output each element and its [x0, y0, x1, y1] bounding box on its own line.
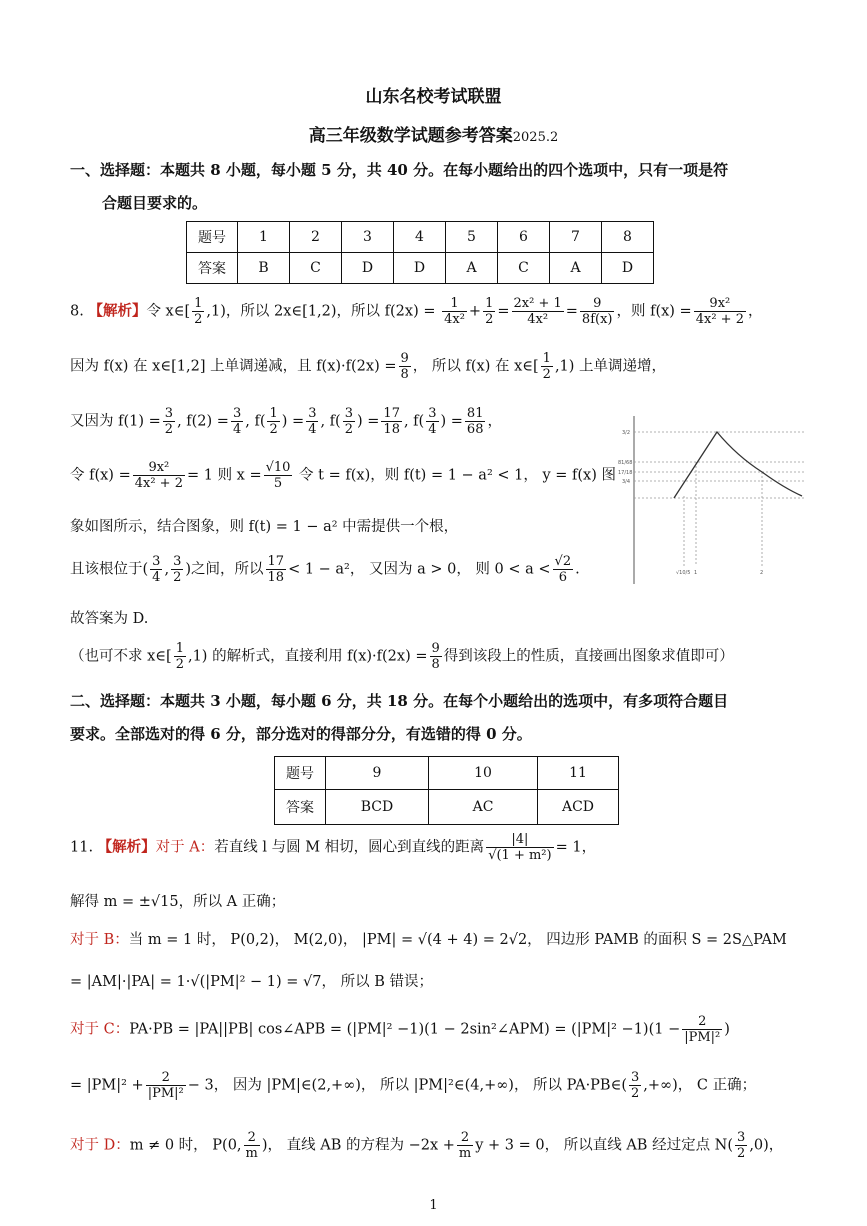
q8-text: ,1)，所以 2x∈[1,2)，所以 f(2x) =: [206, 303, 436, 320]
table-row: [275, 757, 619, 790]
table-cell: D: [602, 253, 654, 284]
numerator: 1: [542, 351, 551, 366]
denominator: |PM|²: [684, 1030, 721, 1045]
denominator: 2: [269, 422, 278, 437]
numerator: 3: [344, 406, 353, 421]
table-row: [275, 790, 619, 825]
table-cell: 1: [238, 222, 290, 253]
q8-text: 因为 f(x) 在 x∈[1,2] 上单调递减，且 f(x)·f(2x) =: [70, 358, 397, 375]
xtick-label: 2: [760, 570, 764, 576]
table-cell: ACD: [538, 790, 619, 825]
table-cell: 6: [498, 222, 550, 253]
q8-text: ，: [487, 413, 502, 430]
q11-text: )， 直线 AB 的方程为 −2x +: [261, 1137, 455, 1154]
fraction: [174, 641, 186, 672]
option-a-label: 对于 A：: [155, 839, 215, 856]
table-cell: 7: [550, 222, 602, 253]
q11-text: = |PM|² +: [70, 1077, 144, 1094]
numerator: √2: [554, 554, 572, 569]
fraction: [430, 641, 442, 672]
section2-heading-line1: 二、选择题：本题共 3 小题，每小题 6 分，共 18 分。在每个小题给出的选项中，有多项符合题目: [70, 692, 729, 710]
doc-title-text: 高三年级数学试题参考答案: [308, 126, 513, 146]
numerator: 1: [442, 296, 467, 312]
numerator: 17: [267, 554, 285, 569]
numerator: 9: [400, 351, 409, 366]
q8-text: , f(: [320, 413, 341, 430]
q8-text: ) =: [357, 413, 380, 430]
denominator: 18: [383, 422, 400, 437]
fraction: [735, 1130, 747, 1161]
denominator: 4x²: [444, 312, 465, 327]
table-cell: BCD: [326, 790, 429, 825]
fraction: [266, 554, 287, 585]
section1-heading-line1: 一、选择题：本题共 8 小题，每小题 5 分，共 40 分。在每小题给出的四个选项中，只有一项是符: [70, 161, 729, 179]
xtick-label: 1: [694, 570, 698, 576]
q11-line5: [70, 1014, 730, 1045]
org-title: 山东名校考试联盟: [365, 87, 502, 107]
fraction: [171, 554, 183, 585]
q8-line5: 象如图所示，结合图象，则 f(t) = 1 − a² 中需提供一个根，: [70, 519, 459, 535]
denominator: 2: [175, 657, 184, 672]
numerator: 2: [146, 1070, 186, 1086]
table-cell: D: [342, 253, 394, 284]
numerator: 17: [383, 406, 400, 421]
ytick-label: 17/18: [618, 470, 633, 476]
q8-text: , f(2) =: [177, 413, 229, 430]
fraction: [133, 460, 185, 491]
numerator: √10: [265, 460, 291, 475]
numerator: 9x²: [694, 296, 746, 312]
fraction: [629, 1070, 641, 1101]
fraction: [465, 406, 486, 437]
denominator: 18: [267, 570, 285, 585]
ytick-label: 3/2: [622, 430, 631, 436]
denominator: √(1 + m²): [488, 848, 552, 863]
denominator: 4x²: [527, 312, 549, 327]
q11-text: 当 m = 1 时， P(0,2)， M(2,0)， |PM| = √(4 + 4) = 2√2， 四边形 PAMB 的面积 S = 2S△PAM: [128, 932, 787, 948]
q11-text: PA·PB = |PA||PB| cos∠APB = (|PM|² −1)(1 − 2sin²∠APM) = (|PM|² −1)(1 −: [129, 1021, 681, 1038]
section1-heading-line2: 合题目要求的。: [102, 194, 208, 212]
q8-line1: 8. 【解析】令 x∈[ $\frac{1}{2}$ ,1)，所以 2x∈[1,2)，所以 f(2x) = $\frac{1}{\text{4x²}}$ + $\frac{1}{2}$ = $\frac{\text{2x² + 1}}{\text{4x²}}$ = $\frac{9}{8f(x)}$ ，则 f(x) = $\frac{\text{9x²}}{\text{4x² + 2}}$ ，: [70, 296, 763, 327]
q8-text: ) =: [440, 413, 463, 430]
table-cell: 8: [602, 222, 654, 253]
answer-table-2: [274, 756, 619, 825]
q8-line4: [70, 460, 616, 491]
q8-text: =: [497, 303, 510, 320]
q8-number: 8.: [70, 303, 84, 320]
numerator: 1: [269, 406, 278, 421]
option-c-label: 对于 C：: [70, 1021, 130, 1038]
numerator: 2x² + 1: [513, 296, 562, 311]
table-cell: 题号: [275, 757, 326, 790]
q11-text: 若直线 l 与圆 M 相切，圆心到直线的距离: [214, 839, 485, 856]
denominator: 2: [164, 422, 174, 437]
denominator: 4x² + 2: [134, 476, 183, 491]
fraction: [442, 296, 467, 327]
denominator: 2: [344, 422, 353, 437]
numerator: 3: [152, 554, 161, 569]
section1-heading: [70, 154, 790, 220]
denominator: 5: [273, 476, 283, 491]
fraction: [541, 351, 553, 382]
denominator: 68: [466, 422, 484, 437]
denominator: 2: [173, 570, 182, 585]
table-cell: AC: [429, 790, 538, 825]
numerator: 1: [194, 296, 203, 311]
q11-text: ): [724, 1021, 730, 1038]
table-cell: C: [290, 253, 342, 284]
numerator: 81: [466, 406, 484, 421]
q8-text: ，则 f(x) =: [616, 303, 692, 320]
numerator: 9x²: [133, 460, 185, 476]
fraction: [231, 406, 243, 437]
denominator: |PM|²: [147, 1086, 184, 1101]
denominator: m: [458, 1146, 472, 1161]
q8-text: 得到该段上的性质，直接画出图象求值即可）: [443, 648, 734, 665]
q8-text: = 1 则 x =: [186, 467, 262, 484]
numerator: |4|: [486, 832, 553, 848]
denominator: 2: [194, 312, 203, 327]
denominator: 8: [431, 657, 440, 672]
q11-number: 11.: [70, 839, 94, 856]
fraction: [150, 554, 162, 585]
numerator: 3: [173, 554, 182, 569]
q8-text: , f(: [245, 413, 266, 430]
q11-line1: [70, 832, 596, 863]
table-cell: 2: [290, 222, 342, 253]
q8-text: 且该根位于(: [70, 561, 149, 578]
q8-line8: [70, 641, 734, 672]
table-cell: D: [394, 253, 446, 284]
fraction: [399, 351, 411, 382]
q11-text: − 3， 因为 |PM|∈(2,+∞)， 所以 |PM|²∈(4,+∞)， 所以 PA·PB∈(: [187, 1077, 627, 1094]
doc-title: [0, 121, 867, 146]
graph-guides: [634, 432, 806, 566]
denominator: 2: [737, 1146, 746, 1161]
q11-line7: [70, 1130, 783, 1161]
denominator: 4: [152, 570, 161, 585]
q8-text: （也可不求 x∈[: [70, 648, 172, 665]
denominator: m: [245, 1146, 258, 1161]
fraction: [553, 554, 574, 585]
table-cell: B: [238, 253, 290, 284]
fraction: [457, 1130, 473, 1161]
q11-text: m ≠ 0 时， P(0,: [129, 1137, 242, 1154]
fraction: [381, 406, 402, 437]
page-number: 1: [429, 1198, 438, 1213]
q8-text: 令 t = f(x)，则 f(t) = 1 − a² < 1， y = f(x) 图: [294, 467, 616, 484]
fraction: [426, 406, 438, 437]
q8-line2: [70, 351, 666, 382]
q11-text: y + 3 = 0， 所以直线 AB 经过定点 N(: [475, 1137, 734, 1154]
fraction: [343, 406, 355, 437]
numerator: 1: [485, 296, 494, 311]
fraction: [192, 296, 204, 327]
numerator: 9: [431, 641, 440, 656]
fraction: [694, 296, 746, 327]
table-cell: A: [550, 253, 602, 284]
q8-tag: 【解析】: [88, 302, 147, 320]
fraction: [486, 832, 553, 863]
table-cell: 3: [342, 222, 394, 253]
numerator: 3: [232, 406, 242, 421]
numerator: 2: [244, 1130, 260, 1146]
numerator: 3: [308, 406, 317, 421]
table-cell: 11: [538, 757, 619, 790]
fraction: [306, 406, 318, 437]
numerator: 9: [580, 296, 615, 312]
q8-text: 令 f(x) =: [70, 467, 131, 484]
section2-heading: [70, 685, 790, 751]
q8-text: , f(: [403, 413, 425, 430]
q8-text: ,1) 的解析式，直接利用 f(x)·f(2x) =: [187, 648, 428, 665]
table-cell: 4: [394, 222, 446, 253]
denominator: 4: [232, 422, 242, 437]
fraction: [512, 296, 564, 327]
q8-text: ， 所以 f(x) 在 x∈[: [412, 358, 539, 375]
q11-text: = 1，: [555, 839, 597, 856]
table-cell: 答案: [275, 790, 326, 825]
denominator: 2: [542, 367, 551, 382]
table-cell: 9: [326, 757, 429, 790]
denominator: 4x² + 2: [695, 312, 744, 327]
numerator: 3: [428, 406, 437, 421]
denominator: 2: [485, 312, 494, 327]
table-cell: C: [498, 253, 550, 284]
denominator: 2: [630, 1086, 640, 1101]
q11-line4: = |AM|·|PA| = 1·√(|PM|² − 1) = √7， 所以 B 错误；: [70, 974, 433, 990]
denominator: 4: [308, 422, 317, 437]
fraction: [264, 460, 293, 491]
numerator: 3: [737, 1130, 746, 1145]
fraction: [146, 1070, 186, 1101]
q8-text: .: [575, 561, 580, 578]
fraction: [682, 1014, 722, 1045]
q11-line6: [70, 1070, 756, 1101]
q8-text: < 1 − a²， 又因为 a > 0， 则 0 < a <: [288, 561, 551, 578]
q11-text: ,+∞)， C 正确；: [643, 1077, 757, 1094]
fraction: [580, 296, 615, 327]
table-cell: 题号: [187, 222, 238, 253]
table-row: [187, 253, 654, 284]
curve: [674, 432, 802, 498]
table-row: [187, 222, 654, 253]
q8-text: 令 x∈[: [146, 303, 191, 320]
table-cell: A: [446, 253, 498, 284]
ytick-label: 3/4: [622, 479, 631, 485]
answer-table-1: [186, 221, 654, 284]
denominator: 8f(x): [581, 312, 613, 327]
q8-text: ,1) 上单调递增，: [554, 358, 667, 375]
q11-text: ,0)，: [749, 1137, 784, 1154]
q11-line2: 解得 m = ±√15，所以 A 正确；: [70, 894, 286, 910]
q8-text: ，: [747, 303, 763, 320]
q8-line7: 故答案为 D.: [70, 611, 149, 627]
table-cell: 答案: [187, 253, 238, 284]
denominator: 4: [428, 422, 437, 437]
q8-text: =: [565, 303, 578, 320]
option-b-label: 对于 B：: [70, 932, 129, 948]
q8-text: 又因为 f(1) =: [70, 413, 161, 430]
q11-tag: 【解析】: [97, 838, 156, 856]
denominator: 6: [558, 570, 567, 585]
q8-text: ) =: [281, 413, 305, 430]
fraction: [163, 406, 175, 437]
numerator: 3: [164, 406, 174, 421]
fraction: [267, 406, 279, 437]
q11-line3: [70, 928, 787, 949]
doc-date: 2025.2: [512, 130, 559, 145]
section2-heading-line2: 要求。全部选对的得 6 分，部分选对的得部分分，有选错的得 0 分。: [70, 725, 532, 743]
option-d-label: 对于 D：: [70, 1137, 130, 1154]
fraction: [483, 296, 495, 327]
function-graph: [612, 416, 806, 586]
numerator: 3: [630, 1070, 640, 1085]
q8-text: )之间，所以: [185, 561, 264, 578]
denominator: 8: [400, 367, 409, 382]
table-cell: 10: [429, 757, 538, 790]
ytick-label: 81/68: [618, 460, 633, 466]
table-cell: 5: [446, 222, 498, 253]
q8-line6: 且该根位于( $\frac{3}{4}$ , $\frac{3}{2}$ )之间，所以 $\frac{17}{18}$ < 1 − a²， 又因为 a > 0， 则 0 < a < $\frac{√2}{6}$ .: [70, 554, 580, 585]
q8-line3: [70, 406, 502, 437]
numerator: 2: [682, 1014, 722, 1030]
xtick-label: √10/5: [676, 570, 691, 576]
numerator: 2: [457, 1130, 473, 1146]
numerator: 1: [175, 641, 184, 656]
fraction: [244, 1130, 260, 1161]
